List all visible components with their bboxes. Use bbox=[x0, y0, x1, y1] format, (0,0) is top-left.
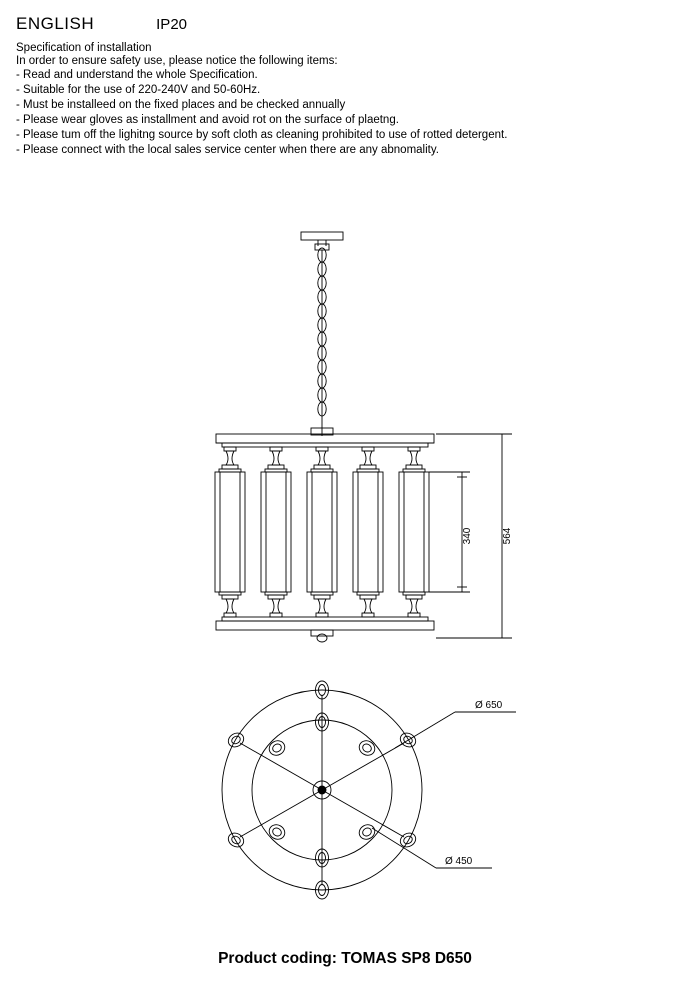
ceiling-canopy bbox=[301, 232, 343, 250]
lamp-holder bbox=[267, 738, 288, 758]
spec-item: - Must be installeed on the fixed places and be checked annually bbox=[16, 99, 346, 111]
product-coding: Product coding: TOMAS SP8 D650 bbox=[218, 950, 472, 967]
mounting-point bbox=[226, 830, 246, 849]
spec-item: - Please tum off the lighitng source by soft cloth as cleaning prohibited to use of rotted detergent. bbox=[16, 129, 508, 141]
ip-rating-label: IP20 bbox=[156, 16, 187, 33]
technical-drawing bbox=[0, 200, 690, 940]
spec-intro: In order to ensure safety use, please notice the following items: bbox=[16, 55, 338, 67]
dimension-d450-label: Ø 450 bbox=[445, 856, 473, 867]
spec-title: Specification of installation bbox=[16, 42, 152, 54]
suspension-chain bbox=[318, 248, 326, 436]
spec-item: - Read and understand the whole Specification. bbox=[16, 69, 258, 81]
dimension-d650 bbox=[395, 700, 516, 748]
spec-item: - Please wear gloves as installment and avoid rot on the surface of plaetng. bbox=[16, 114, 399, 126]
mounting-point bbox=[398, 830, 418, 849]
lamp-column bbox=[307, 447, 337, 617]
mounting-point bbox=[226, 730, 246, 749]
lamp-column bbox=[261, 447, 291, 617]
bottom-frame bbox=[216, 617, 434, 642]
spec-item: - Suitable for the use of 220-240V and 50-60Hz. bbox=[16, 84, 261, 96]
dimension-d650-label: Ø 650 bbox=[475, 700, 503, 711]
dimension-564 bbox=[436, 434, 513, 638]
front-elevation-view bbox=[215, 232, 513, 642]
lamp-holder bbox=[357, 738, 378, 758]
lamp-column bbox=[215, 447, 245, 617]
header-row bbox=[16, 14, 656, 34]
lamp-holder bbox=[267, 822, 288, 842]
dimension-564-label: 564 bbox=[502, 527, 513, 545]
lamp-column bbox=[399, 447, 429, 617]
drawing-svg bbox=[0, 200, 690, 940]
spec-item-list bbox=[16, 68, 656, 158]
dimension-340-label: 340 bbox=[462, 527, 473, 545]
header bbox=[16, 14, 656, 158]
dimension-d450 bbox=[372, 828, 492, 868]
footer bbox=[0, 950, 690, 968]
dimension-340 bbox=[429, 472, 473, 592]
lamp-column bbox=[353, 447, 383, 617]
lamp-holder bbox=[357, 822, 378, 842]
top-plan-view bbox=[222, 681, 516, 899]
language-label: ENGLISH bbox=[16, 14, 95, 33]
top-frame bbox=[216, 428, 434, 447]
spec-item: - Please connect with the local sales service center when there are any abnomality. bbox=[16, 144, 439, 156]
